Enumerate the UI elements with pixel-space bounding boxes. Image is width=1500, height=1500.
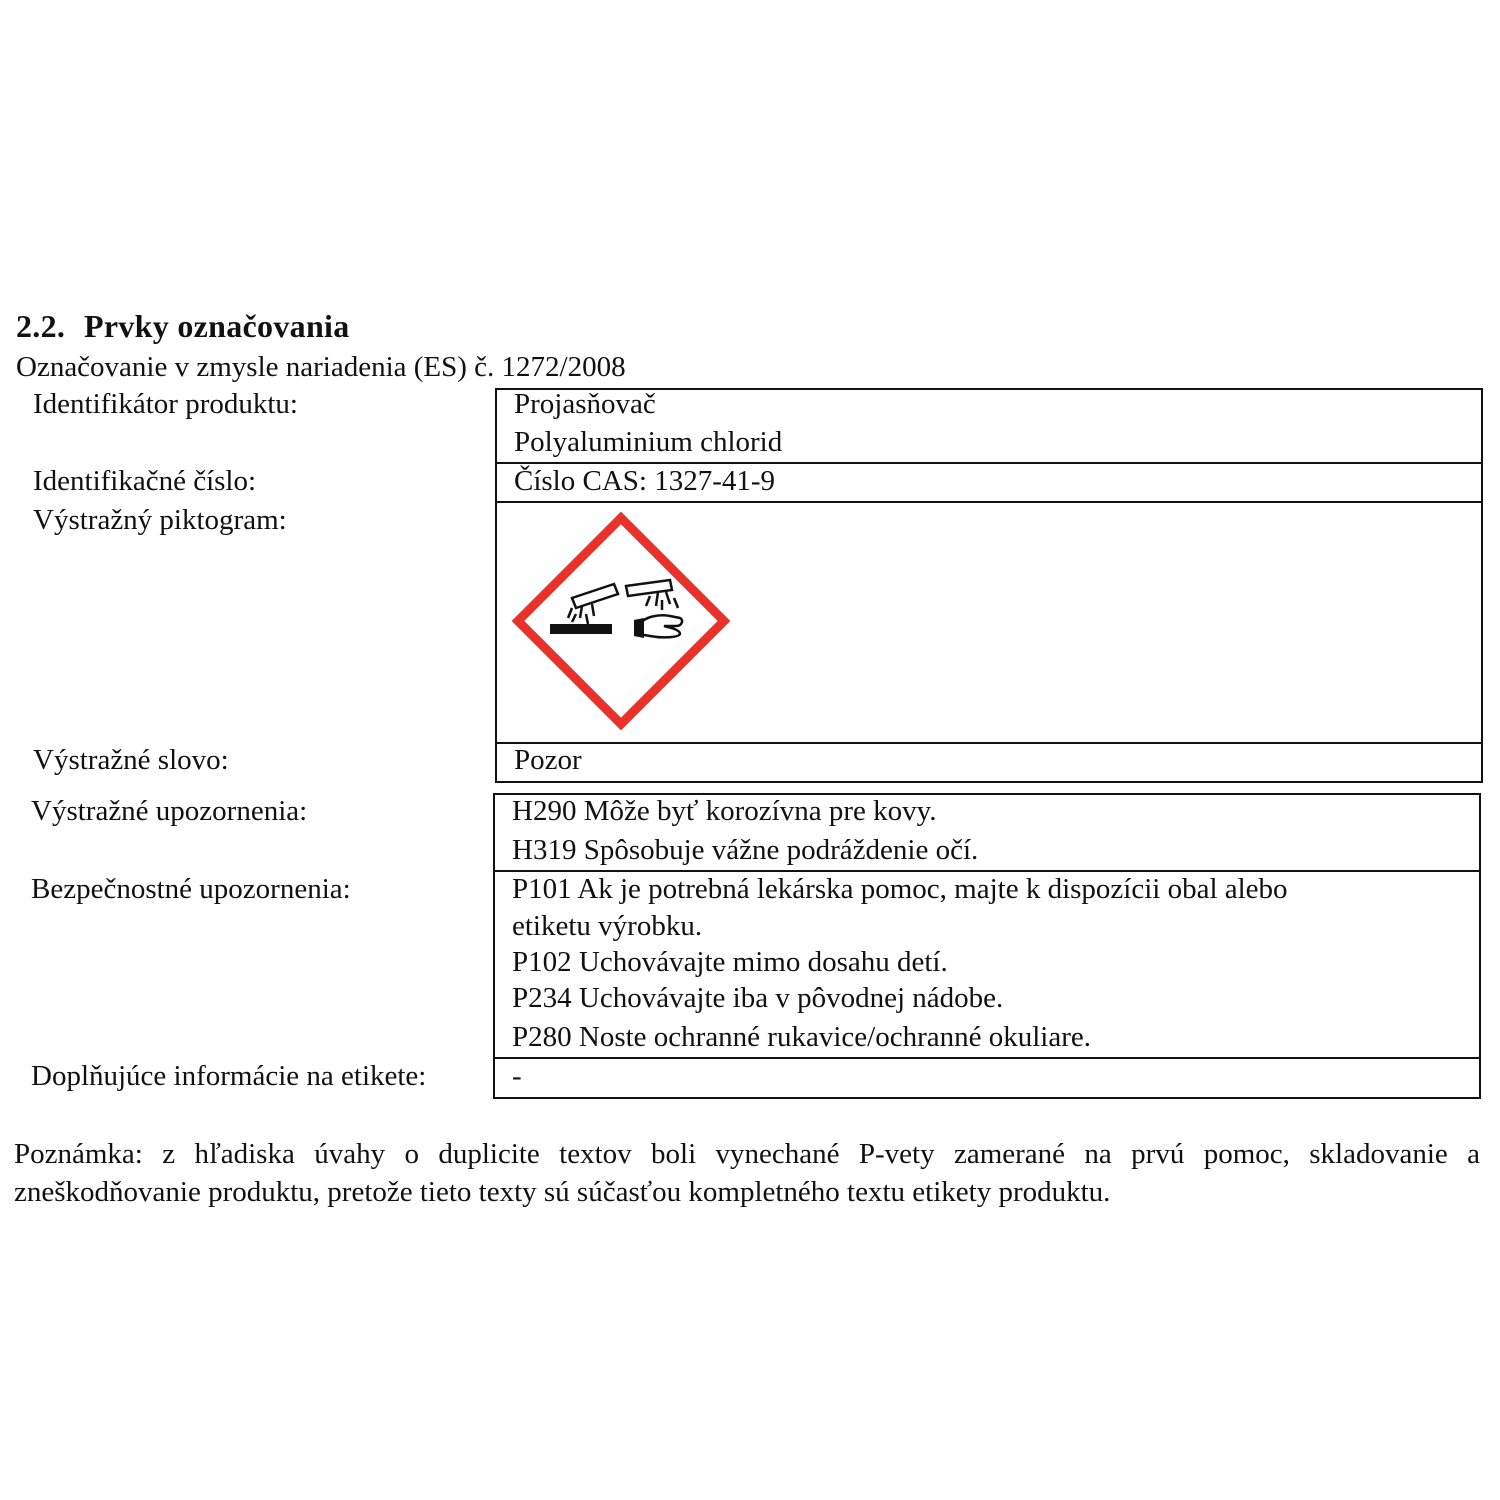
ghs05-corrosion-icon [510,510,732,732]
footnote: Poznámka: z hľadiska úvahy o duplicite textov boli vynechané P-vety zamerané na prvú pomoc, skladovanie a zneškodňovanie produktu, pretože tieto texty sú súčasťou kompletného textu etikety produktu. [14,1138,1480,1208]
table-divider [495,501,1483,503]
product-chemical: Polyaluminium chlorid [514,426,783,458]
product-name: Projasňovač [514,388,656,420]
table-divider [495,742,1483,744]
hazard-statement: H319 Spôsobuje vážne podráždenie očí. [512,834,979,866]
precautionary-statement: P101 Ak je potrebná lekárska pomoc, majte k dispozícii obal alebo [512,873,1288,905]
table-divider [493,870,1481,872]
supplementary-info-value: - [512,1060,522,1092]
cas-number: Číslo CAS: 1327-41-9 [514,465,776,497]
precautionary-statement: P280 Noste ochranné rukavice/ochranné okuliare. [512,1021,1091,1053]
label-id-number: Identifikačné číslo: [33,465,257,497]
label-signal-word: Výstražné slovo: [33,744,229,776]
precautionary-statement: P102 Uchovávajte mimo dosahu detí. [512,946,948,978]
signal-word: Pozor [514,744,582,776]
label-pictogram: Výstražný piktogram: [33,504,287,536]
table-divider [493,1057,1481,1059]
table-divider [495,462,1483,464]
section-number: 2.2. [16,308,66,344]
label-precautionary-statements: Bezpečnostné upozornenia: [31,873,351,905]
hazard-statement: H290 Môže byť korozívna pre kovy. [512,795,937,827]
precautionary-statement: P234 Uchovávajte iba v pôvodnej nádobe. [512,982,1004,1014]
label-supplementary-info: Doplňujúce informácie na etikete: [31,1060,427,1092]
section-heading [16,308,350,345]
label-product-identifier: Identifikátor produktu: [33,388,298,420]
section-title: Prvky označovania [84,308,350,344]
section-subtitle: Označovanie v zmysle nariadenia (ES) č. 1272/2008 [16,351,626,383]
label-hazard-statements: Výstražné upozornenia: [31,795,308,827]
precautionary-statement: etiketu výrobku. [512,910,703,942]
